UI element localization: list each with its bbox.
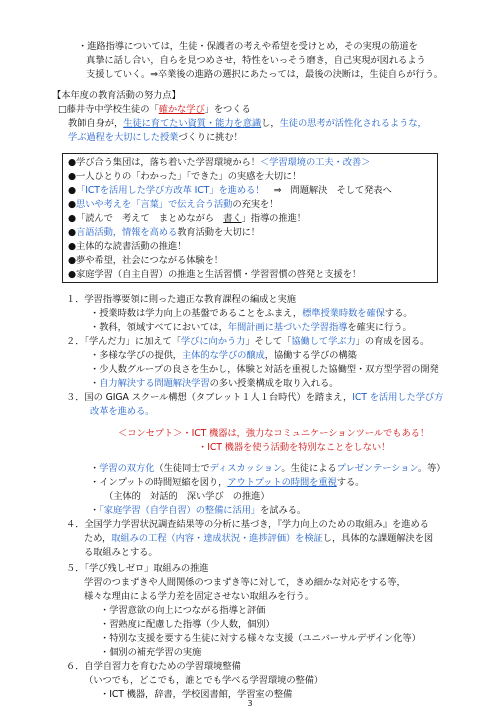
- d4b: 「家庭学習（自学自習）の整備に活用」: [99, 505, 261, 516]
- intro-line-1: ・進路指導については，生徒・保護者の考えや希望を受けとめ，その実現の筋道を: [78, 41, 418, 52]
- d1f: プレゼンテーション: [336, 463, 418, 474]
- detail-2: [90, 476, 364, 489]
- concept-2: [198, 441, 390, 454]
- i2z1: ・: [90, 378, 100, 389]
- lead-a2: 生徒に育てたい資質・能力を意識: [123, 118, 262, 129]
- c1b: ・ICT 機器は，強力なコミュニケーションツールでもある！: [182, 428, 430, 439]
- item-2x: [90, 349, 357, 362]
- sub-heading-prefix: □藤井寺中学校生徒の「: [58, 104, 159, 115]
- box-row-3: [68, 184, 392, 197]
- item-6: ６．自学自習力を育むための学習環境整備: [66, 661, 241, 672]
- box-r1a: ●学び合う集団は，落ち着いた学習環境から！: [68, 157, 260, 168]
- item-5e: ・特別な支援を要する生徒に対する様々な支援（ユニバーサルデザイン化等）: [100, 633, 421, 644]
- section-heading: 【本年度の教育活動の努力点】: [52, 90, 181, 101]
- item-5: ５．「学び残しゼロ」取組みの推進: [66, 563, 209, 574]
- box-r4c: の充実を！: [232, 199, 279, 210]
- box-row-9: ●家庭学習（自主自習）の推進と生活習慣・学習習慣の啓発と支援を！: [68, 269, 362, 280]
- detail-4: [90, 504, 306, 517]
- i2e: 」の育成を図る。: [355, 336, 430, 347]
- d2c: する。: [336, 477, 365, 488]
- item-4-cont: [84, 532, 433, 545]
- i2a: ２．「学んだ力」に加えて「: [66, 336, 181, 347]
- box-r3a: ●: [68, 185, 77, 196]
- item-2z: [90, 377, 338, 390]
- lead-a1: 教師自身が，: [68, 118, 124, 129]
- i4b1: ため，: [84, 533, 112, 544]
- lead-line-1: [68, 117, 427, 130]
- d1d: ディスカッション: [209, 463, 282, 474]
- i1a1: ・授業時数は学力向上の基盤であることをふまえ，: [90, 308, 303, 319]
- d4c: を試みる。: [260, 505, 307, 516]
- d4a: ・: [90, 505, 100, 516]
- i2x1: ・多様な学びの提供，: [90, 350, 182, 361]
- box-row-1: [68, 156, 370, 169]
- lead-a3: し，: [261, 118, 280, 129]
- box-row-5: [68, 212, 306, 225]
- i4b2: 取組みの工程（内容・達成状況・進捗評価）を検証: [111, 533, 323, 544]
- detail-1: [90, 462, 445, 475]
- box-r5b: 書く: [223, 213, 242, 224]
- item-2y: ・少人数グループの良さを生かし，体験と対話を重視した協働型・双方型学習の開発: [90, 364, 439, 375]
- i2c: 」そして「: [245, 336, 292, 347]
- i2d: 協働して学ぶ力: [291, 336, 356, 347]
- box-r6a: ●: [68, 227, 77, 238]
- item-6b: ・ICT 機器，辞書，学校図書館，学習室の整備: [100, 689, 293, 700]
- item-1b: [90, 321, 412, 334]
- item-5d: ・習熟度に配慮した指導（少人数，個別）: [100, 619, 275, 630]
- d1b: 学習の双方化: [99, 463, 155, 474]
- sub-heading: [58, 103, 251, 116]
- i1b2: 年間計画に基づいた学習指導: [227, 322, 348, 333]
- i1a2: 標準授業時数を確保: [302, 308, 385, 319]
- box-row-8: ●夢や希望，社会につながる体験を！: [68, 255, 223, 266]
- i1a3: する。: [384, 308, 413, 319]
- box-r3c: ⇒ 問題解決 そして発表へ: [264, 185, 392, 196]
- lead-b2: づくりに挑む！: [178, 132, 243, 143]
- item-5f: ・個別の補充学習の実施: [100, 647, 202, 658]
- i3a: ３．国の GIGA スクール構想（タブレット１人１台時代）を踏まえ，: [66, 392, 353, 403]
- box-row-2: ●一人ひとりの「わかった」「できた」の実感を大切に！: [68, 171, 302, 182]
- d1a: ・: [90, 463, 100, 474]
- c2: ・ICT 機器を使う活動を特別なことをしない！: [198, 442, 391, 453]
- item-6a: （いつでも，どこでも，誰とでも学べる学習環境の整備）: [84, 675, 324, 686]
- item-1: １．学習指導要領に則った適正な教育課程の編成と実施: [66, 294, 296, 305]
- i2z2: 自力解決する問題解決学習: [99, 378, 210, 389]
- item-5c: ・学習意欲の向上につながる指導と評価: [100, 605, 266, 616]
- i2x2: 主体的な学びの醸成: [181, 350, 265, 361]
- i3c: 改革を進める。: [90, 406, 155, 417]
- item-3-cont: [90, 405, 154, 418]
- item-5b: 様々な理由による学力差を固定させない取組みを行う。: [84, 591, 314, 602]
- i3b: ICT を活用した学び方: [352, 392, 444, 403]
- intro-line-2: 真摯に話し合い，自らを見つめさせ，特性をいっそう磨き，自己実現が図れるよう: [86, 55, 426, 66]
- d2b: アウトプットの時間を重視: [227, 477, 337, 488]
- item-5a: 学習のつまずきや人間関係のつまずき等に対して，きめ細かな対応をする等，: [84, 577, 406, 588]
- box-r5c: 」指導の推進！: [241, 213, 306, 224]
- box-r3b: 「ICTを活用した学び方改革 ICT」を進める！: [76, 185, 265, 196]
- box-r4b: 思いや考えを「言葉」で伝え合う活動: [76, 199, 233, 210]
- box-r4a: ●: [68, 199, 77, 210]
- box-row-4: [68, 198, 278, 211]
- lead-a4: 生徒の思考が活性化されるような，: [279, 118, 427, 129]
- d2a: ・インプットの時間短縮を図り，: [90, 477, 228, 488]
- detail-3: （主体的 対話的 深い学び の推進）: [104, 491, 270, 502]
- intro-line-3: 支援していく。⇒卒業後の進路の選択にあたっては，最後の決断は，生徒自らが行う。: [86, 69, 443, 80]
- box-row-7: ●主体的な読書活動の推進！: [68, 241, 187, 252]
- box-r5a: ●「読んで 考えて まとめながら: [68, 213, 224, 224]
- box-row-6: [68, 226, 260, 239]
- item-3: [66, 391, 443, 404]
- sub-heading-suffix: 」をつくる: [204, 104, 251, 115]
- item-2: [66, 335, 429, 348]
- i2z3: の多い授業構成を取り入れる。: [209, 378, 339, 389]
- d1e: 。生徒による: [281, 463, 337, 474]
- i1b1: ・教科，領域すべてにおいては，: [90, 322, 228, 333]
- lead-line-2: [68, 131, 243, 144]
- c1a: ＜コンセプト＞: [118, 428, 183, 439]
- i2b: 学びに向かう力: [180, 336, 246, 347]
- concept-1: [118, 427, 429, 440]
- box-r6c: 教育活動を大切に！: [177, 227, 260, 238]
- item-4: ４．全国学力学習状況調査結果等の分析に基づき，『学力向上のための取組み』を進める: [66, 519, 429, 530]
- box-r6b: 言語活動，情報を高める: [76, 227, 178, 238]
- item-1a: [90, 307, 412, 320]
- d1g: 。等）: [417, 463, 446, 474]
- page-number: 3: [247, 699, 253, 708]
- i4b3: し，具体的な課題解決を図: [322, 533, 434, 544]
- i1b3: を確実に行う。: [347, 322, 412, 333]
- i2x3: ，協働する学びの構築: [264, 350, 357, 361]
- sub-heading-emphasis: 確かな学び: [158, 104, 205, 115]
- item-4-cont2: る取組みとする。: [84, 547, 158, 558]
- d1c: （生徒同士で: [154, 463, 210, 474]
- lead-b1: 学ぶ過程を大切にした授業: [68, 132, 179, 143]
- box-r1b: ＜学習環境の工夫・改善＞: [259, 157, 371, 168]
